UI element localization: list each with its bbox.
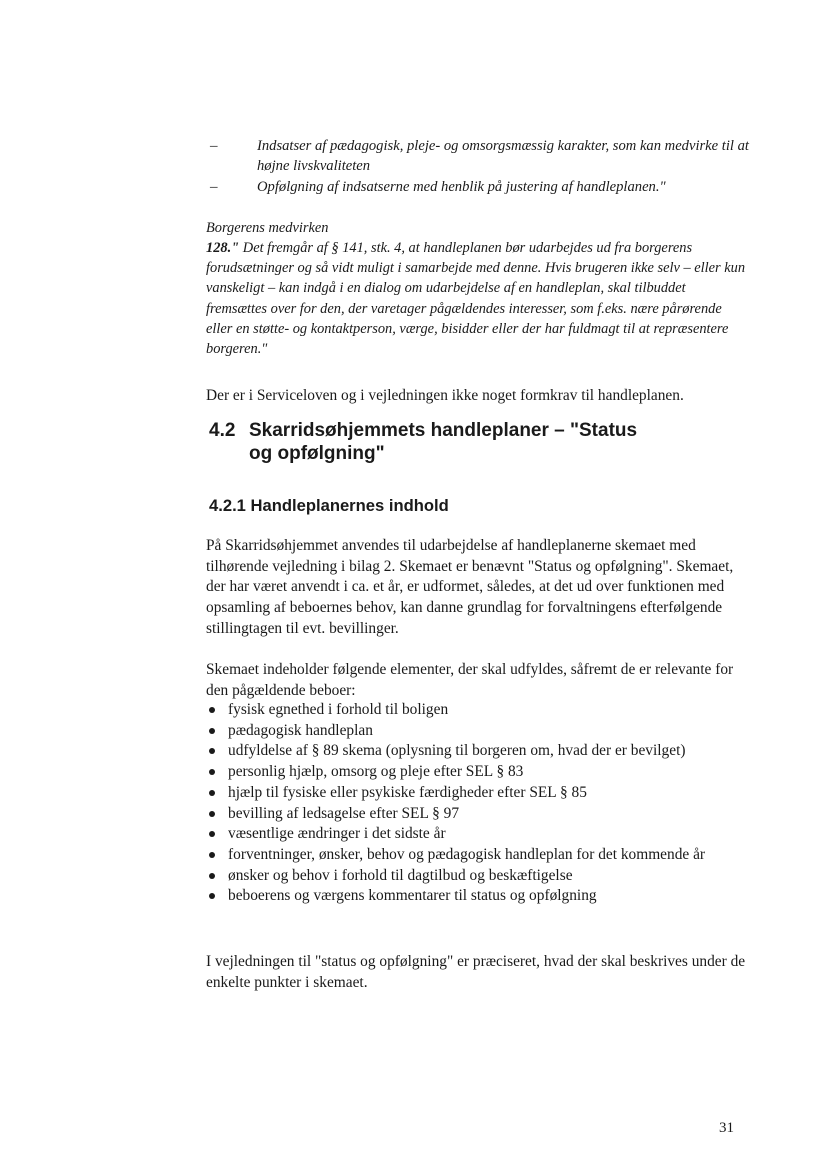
list-item: beboerens og værgens kommentarer til status og opfølgning: [206, 886, 746, 907]
section-heading: [209, 420, 637, 465]
bullet-icon: [209, 852, 215, 858]
bullet-icon: [209, 748, 215, 754]
bullet-icon: [209, 873, 215, 879]
quote-reference: 128.": [206, 240, 240, 256]
section-number: 4.2: [209, 420, 236, 441]
section-title-line2: og opfølgning": [249, 442, 385, 464]
bullet-icon: [209, 893, 215, 899]
list-item: personlig hjælp, omsorg og pleje efter SEL § 83: [206, 762, 746, 783]
quote-list-item: Opfølgning af indsatserne med henblik på justering af handleplanen.": [257, 179, 666, 195]
list-item: hjælp til fysiske eller psykiske færdigheder efter SEL § 85: [206, 783, 746, 804]
list-item: udfyldelse af § 89 skema (oplysning til borgeren om, hvad der er bevilget): [206, 741, 746, 762]
list-item: bevilling af ledsagelse efter SEL § 97: [206, 804, 746, 825]
quote-text: Det fremgår af § 141, stk. 4, at handleplanen bør udarbejdes ud fra borgerens forudsætninger og så vidt muligt i samarbejde med denne. Hvis brugeren ikke selv – eller kun vanskeligt – kan indgå i en dialog om udarbejdelse af en handleplan, skal tilbuddet fremsættes over for den, der varetager pågældendes interesser, som f.eks. nære pårørende eller en støtte- og kontaktperson, værge, bisidder eller der har fuldmagt til at repræsentere borgeren.": [206, 240, 746, 358]
list-item: pædagogisk handleplan: [206, 721, 746, 742]
bullet-icon: [209, 769, 215, 775]
paragraph-elementer: Skemaet indeholder følgende elementer, der skal udfyldes, såfremt de er relevante for den pågældende beboer:: [206, 661, 734, 699]
section-title-line1: Skarridsøhjemmets handleplaner – "Status: [249, 420, 638, 441]
list-item: fysisk egnethed i forhold til boligen: [206, 700, 746, 721]
list-item: væsentlige ændringer i det sidste år: [206, 824, 746, 845]
elements-list: [206, 700, 746, 907]
bullet-icon: [209, 790, 215, 796]
bullet-icon: [209, 728, 215, 734]
bullet-icon: [209, 707, 215, 713]
bullet-icon: [209, 831, 215, 837]
quote-heading: Borgerens medvirken: [206, 220, 329, 236]
bullet-icon: [209, 811, 215, 817]
paragraph-formkrav: Der er i Serviceloven og i vejledningen ikke noget formkrav til handleplanen.: [206, 387, 684, 404]
paragraph-vejledning: I vejledningen til "status og opfølgning" er præciseret, hvad der skal beskrives under de enkelte punkter i skemaet.: [206, 953, 746, 991]
list-item: forventninger, ønsker, behov og pædagogisk handleplan for det kommende år: [206, 845, 746, 866]
dash-marker: –: [210, 179, 218, 195]
quote-list-item: Indsatser af pædagogisk, pleje- og omsorgsmæssig karakter, som kan medvirke til at højne livskvaliteten: [257, 138, 749, 174]
quote-paragraph: [206, 238, 746, 359]
page-number: 31: [719, 1120, 734, 1136]
dash-marker: –: [210, 138, 218, 154]
paragraph-skema: På Skarridsøhjemmet anvendes til udarbejdelse af handleplanerne skemaet med tilhørende vejledning i bilag 2. Skemaet er benævnt "Status og opfølgning". Skemaet, der har været anvendt i ca. et år, er udformet, således, at det ud over funktionen med opsamling af beboernes behov, kan danne grundlag for forvaltningens efterfølgende stillingtagen til evt. bevillinger.: [206, 537, 734, 637]
subsection-heading: 4.2.1 Handleplanernes indhold: [209, 496, 449, 515]
list-item: ønsker og behov i forhold til dagtilbud og beskæftigelse: [206, 866, 746, 887]
